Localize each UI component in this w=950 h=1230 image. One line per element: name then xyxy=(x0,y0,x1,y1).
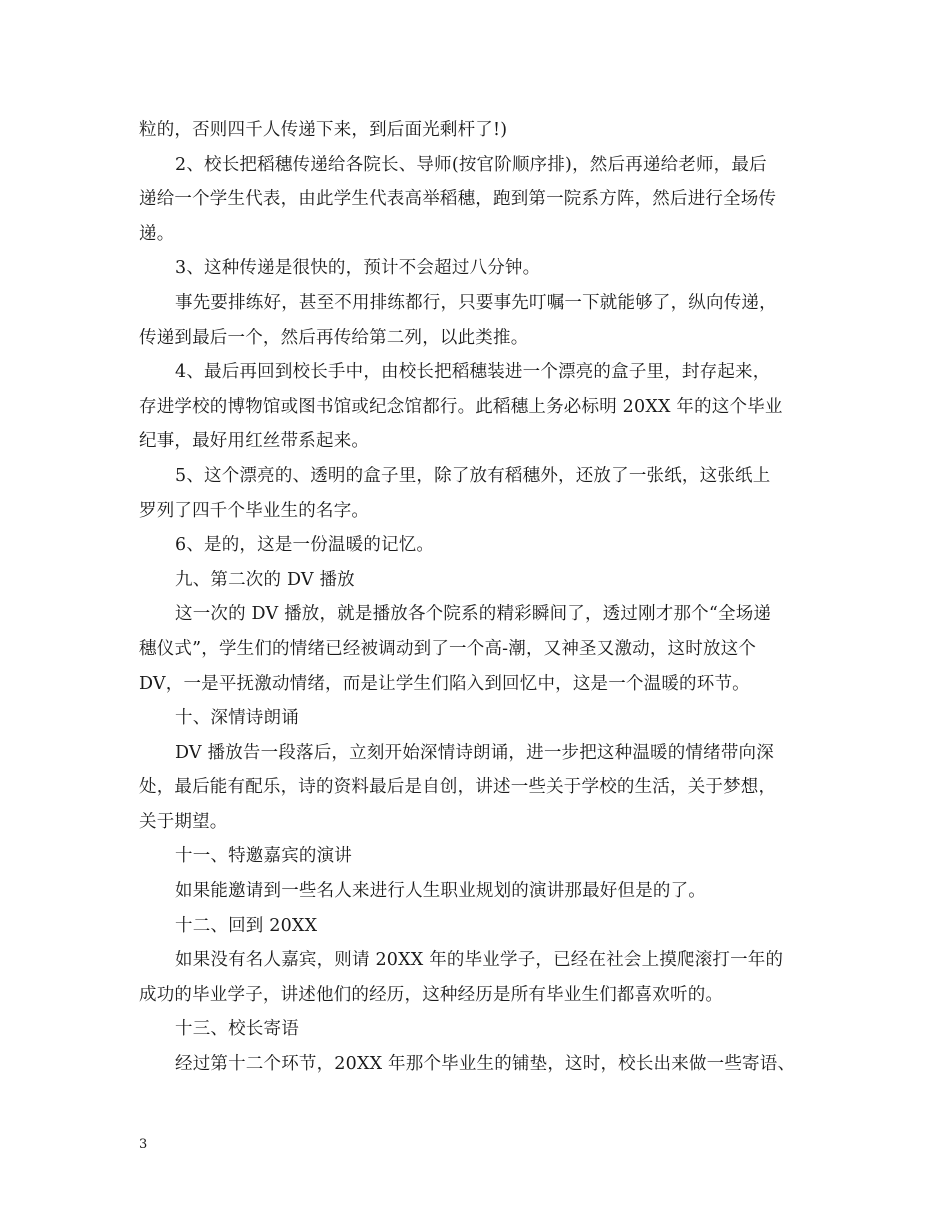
text-line: 经过第十二个环节，20XX 年那个毕业生的铺垫，这时，校长出来做一些寄语、 xyxy=(175,1054,796,1075)
text-line: 罗列了四千个毕业生的名字。 xyxy=(139,500,370,521)
text-line: 3、这种传递是很快的，预计不会超过八分钟。 xyxy=(175,258,541,279)
text-line: 这一次的 DV 播放，就是播放各个院系的精彩瞬间了，透过刚才那个“全场递 xyxy=(175,604,772,625)
text-line: 处，最后能有配乐，诗的资料最后是自创，讲述一些关于学校的生活，关于梦想， xyxy=(139,777,777,798)
text-line: 十二、回到 20XX xyxy=(175,915,318,936)
text-line: 事先要排练好，甚至不用排练都行，只要事先叮嘱一下就能够了，纵向传递， xyxy=(175,292,777,313)
text-line: 6、是的，这是一份温暖的记忆。 xyxy=(175,535,435,556)
text-line: 十、深情诗朗诵 xyxy=(175,708,299,729)
text-line: 成功的毕业学子，讲述他们的经历，这种经历是所有毕业生们都喜欢听的。 xyxy=(139,984,724,1005)
text-line: 如果没有名人嘉宾，则请 20XX 年的毕业学子，已经在社会上摸爬滚打一年的 xyxy=(175,950,784,971)
text-line: 5、这个漂亮的、透明的盒子里，除了放有稻穗外，还放了一张纸，这张纸上 xyxy=(175,465,771,486)
text-line: DV 播放告一段落后，立刻开始深情诗朗诵，进一步把这种温暖的情绪带向深 xyxy=(175,742,774,763)
text-line: 4、最后再回到校长手中，由校长把稻穗装进一个漂亮的盒子里，封存起来， xyxy=(175,362,771,383)
text-line: 传递到最后一个，然后再传给第二列，以此类推。 xyxy=(139,327,529,348)
text-line: 2、校长把稻穗传递给各院长、导师(按官阶顺序排)，然后再递给老师，最后 xyxy=(175,154,767,175)
text-line: 穗仪式”，学生们的情绪已经被调动到了一个高-潮，又神圣又激动，这时放这个 xyxy=(139,638,757,659)
page-number: 3 xyxy=(139,1137,148,1152)
text-line: 九、第二次的 DV 播放 xyxy=(175,569,355,590)
text-line: 粒的，否则四千人传递下来，到后面光剩杆了!) xyxy=(139,120,508,140)
text-line: DV，一是平抚激动情绪，而是让学生们陷入到回忆中，这是一个温暖的环节。 xyxy=(139,673,750,694)
text-line: 十一、特邀嘉宾的演讲 xyxy=(175,846,352,867)
text-line: 存进学校的博物馆或图书馆或纪念馆都行。此稻穗上务必标明 20XX 年的这个毕业 xyxy=(139,396,783,417)
text-line: 关于期望。 xyxy=(139,811,228,832)
text-line: 纪事，最好用红丝带系起来。 xyxy=(139,431,370,452)
document-body xyxy=(139,113,819,1082)
text-line: 如果能邀请到一些名人来进行人生职业规划的演讲那最好但是的了。 xyxy=(175,881,706,902)
text-line: 递给一个学生代表，由此学生代表高举稻穗，跑到第一院系方阵，然后进行全场传 xyxy=(139,189,777,210)
text-line: 递。 xyxy=(139,223,175,244)
text-line: 十三、校长寄语 xyxy=(175,1019,299,1040)
